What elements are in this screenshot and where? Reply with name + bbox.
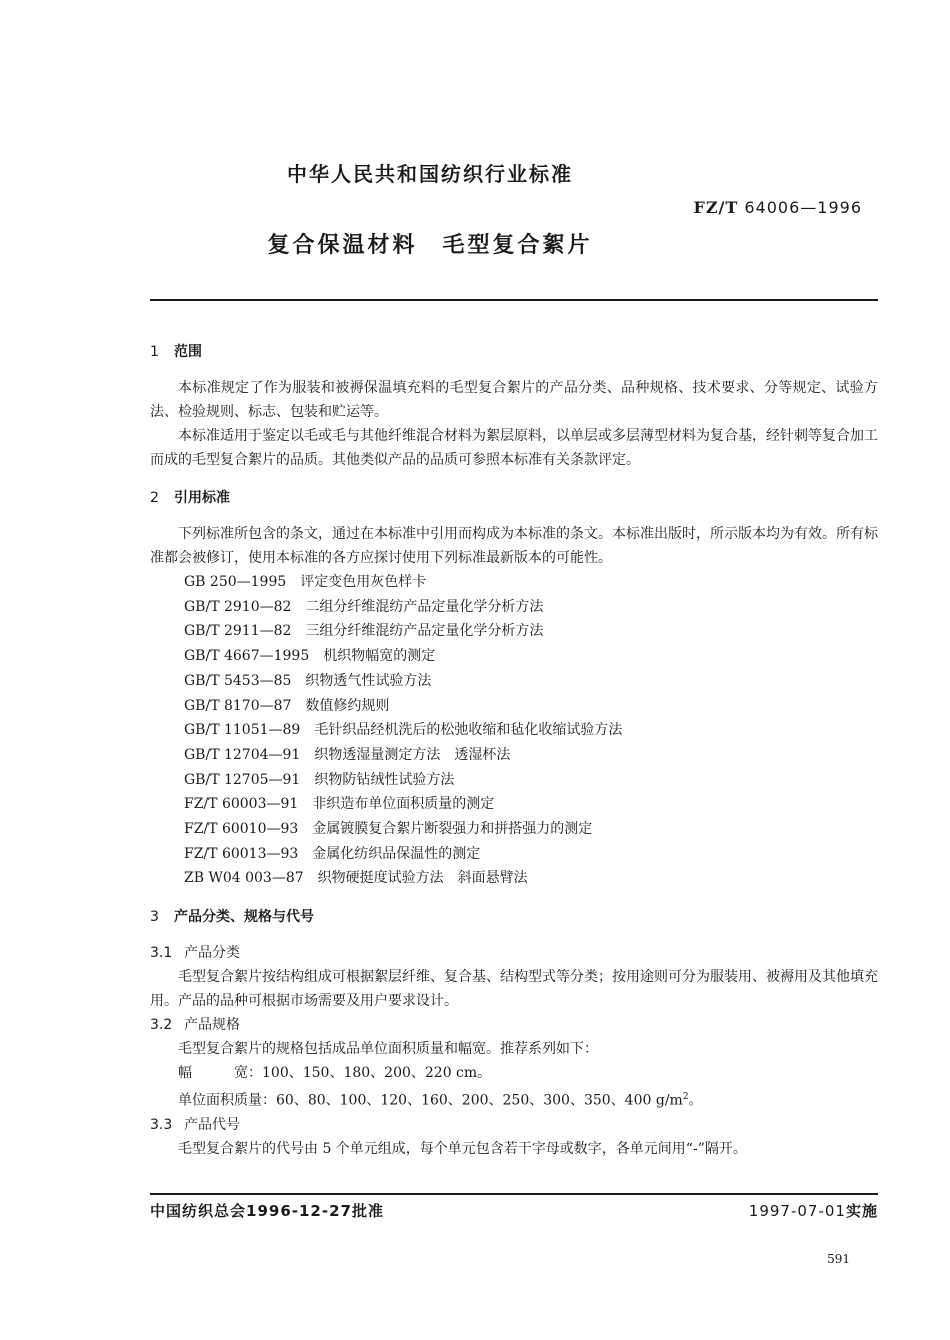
standard-number	[693, 198, 862, 217]
list-item: GB/T 12705—91 织物防钻绒性试验方法	[184, 771, 455, 788]
subsection-3-3-paragraph: 毛型复合絮片的代号由 5 个单元组成，每个单元包含若干字母或数字，各单元间用“-”隔开。	[178, 1140, 747, 1157]
list-item: GB/T 12704—91 织物透湿量测定方法 透湿杯法	[184, 746, 511, 763]
list-item: GB/T 2910—82 二组分纤维混纺产品定量化学分析方法	[184, 598, 544, 615]
subsection-3-1-paragraph: 毛型复合絮片按结构组成可根据絮层纤维、复合基、结构型式等分类；按用途则可分为服装用、被褥用及其他填充用。产品的品种可根据市场需要及用户要求设计。	[150, 969, 878, 1010]
document-title: 复合保温材料 毛型复合絮片	[267, 233, 593, 258]
subsection-3-2-paragraph: 毛型复合絮片的规格包括成品单位面积质量和幅宽。推荐系列如下：	[178, 1041, 598, 1058]
section-heading-3: 3 产品分类、规格与代号	[150, 909, 314, 926]
approval-info: 中国纺织总会1996-12-27批准	[150, 1202, 384, 1220]
section-heading-2: 2 引用标准	[150, 490, 230, 506]
standard-code: FZ/T	[693, 198, 739, 217]
section-heading-1: 1 范围	[150, 344, 202, 360]
list-item: FZ/T 60010—93 金属镀膜复合絮片断裂强力和拼搭强力的测定	[184, 821, 593, 838]
list-item: GB/T 4667—1995 机织物幅宽的测定	[184, 648, 436, 665]
list-item: FZ/T 60003—91 非织造布单位面积质量的测定	[184, 796, 495, 813]
page-number: 591	[827, 1252, 850, 1266]
standard-year: 64006—1996	[744, 198, 862, 217]
list-item: FZ/T 60013—93 金属化纺织品保温性的测定	[184, 845, 481, 862]
subsection-heading-3-2: 3.2 产品规格	[150, 1017, 240, 1034]
list-item: ZB W04 003—87 织物硬挺度试验方法 斜面悬臂法	[184, 870, 528, 887]
list-item: GB/T 11051—89 毛针织品经机洗后的松弛收缩和毡化收缩试验方法	[184, 722, 623, 739]
org-title: 中华人民共和国纺织行业标准	[287, 162, 573, 186]
list-item: GB/T 5453—85 织物透气性试验方法	[184, 672, 432, 689]
footer-divider	[150, 1193, 878, 1195]
section-1-paragraph-2: 本标准适用于鉴定以毛或毛与其他纤维混合材料为絮层原料，以单层或多层薄型材料为复合基，经针刺等复合加工而成的毛型复合絮片的品质。其他类似产品的品质可参照本标准有关条款评定。	[150, 428, 878, 468]
mass-spec: 单位面积质量：60、80、100、120、160、200、250、300、350、400 $g/m^2$。	[178, 1092, 703, 1109]
reference-list	[150, 570, 878, 891]
document-body	[150, 340, 878, 1161]
implementation-info: 1997-07-01实施	[748, 1202, 878, 1220]
list-item: GB/T 2911—82 三组分纤维混纺产品定量化学分析方法	[184, 623, 544, 640]
header-divider	[150, 299, 878, 301]
width-spec: 幅 宽：100、150、180、200、220 cm。	[178, 1065, 492, 1082]
subsection-heading-3-3: 3.3 产品代号	[150, 1116, 240, 1133]
list-item: GB 250—1995 评定变色用灰色样卡	[184, 574, 427, 590]
section-2-paragraph-1: 下列标准所包含的条文，通过在本标准中引用而构成为本标准的条文。本标准出版时，所示版本均为有效。所有标准都会被修订，使用本标准的各方应探讨使用下列标准最新版本的可能性。	[150, 526, 878, 566]
list-item: GB/T 8170—87 数值修约规则	[184, 697, 390, 714]
subsection-heading-3-1: 3.1 产品分类	[150, 945, 240, 962]
section-1-paragraph-1: 本标准规定了作为服装和被褥保温填充料的毛型复合絮片的产品分类、品种规格、技术要求、分等规定、试验方法、检验规则、标志、包装和贮运等。	[150, 380, 878, 420]
